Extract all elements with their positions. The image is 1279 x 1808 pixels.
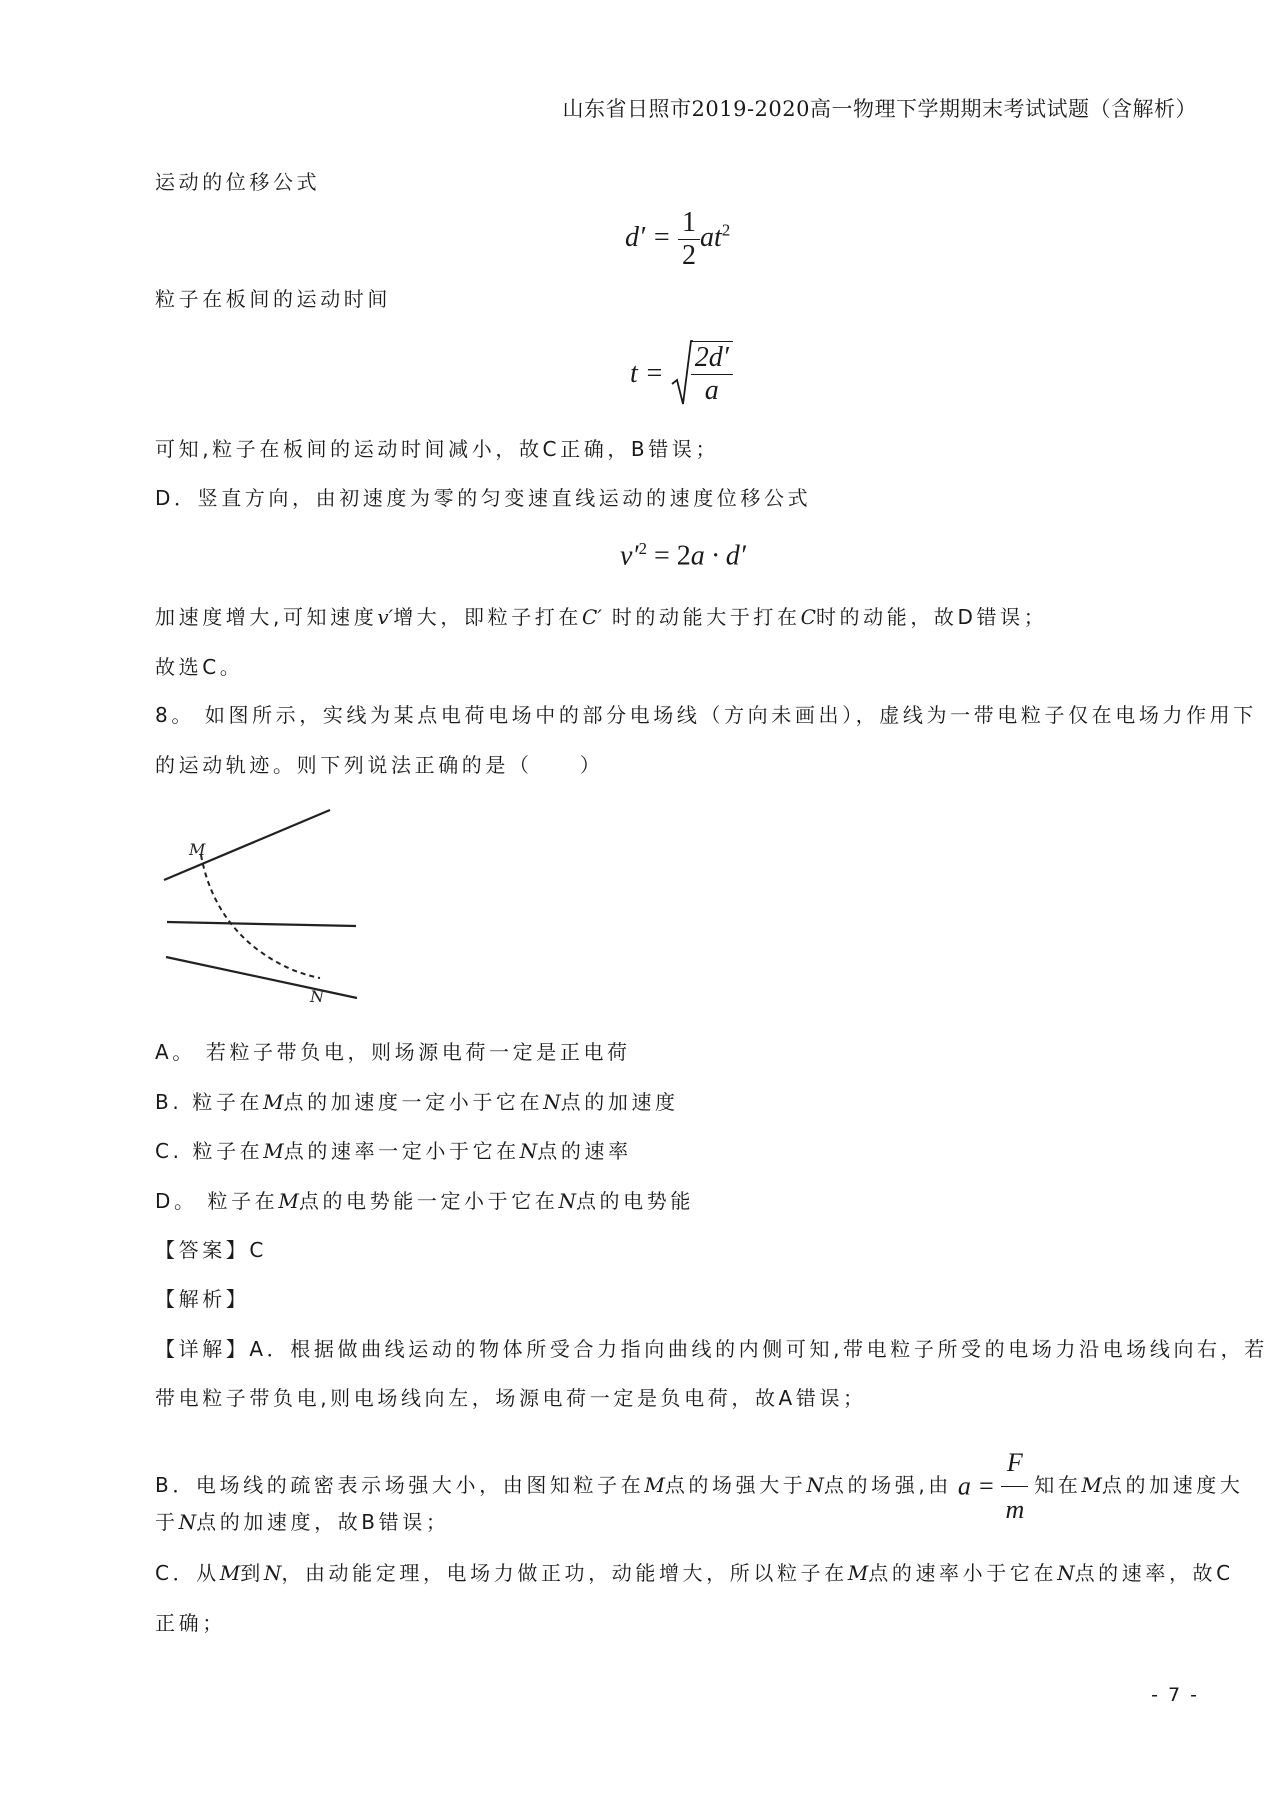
detail-c-line-2: 正确；: [155, 1611, 226, 1635]
text-line: [155, 604, 1047, 630]
eq-lhs: a =: [957, 1471, 995, 1501]
eq-numerator: 1: [682, 207, 697, 238]
eq-numerator: F: [1006, 1448, 1023, 1477]
detail-a-line-1: 【详解】A．根据做曲线运动的物体所受合力指向曲线的内侧可知,带电粒子所受的电场力沿电场线向右，若: [155, 1337, 1268, 1361]
detail-b-line-2: [155, 1509, 449, 1535]
symbol-n: N: [806, 1473, 824, 1497]
symbol-n: N: [1057, 1561, 1075, 1585]
label-m: M: [189, 840, 206, 859]
text-span: B．电场线的疏密表示场强大小，由图知粒子在: [155, 1473, 645, 1497]
symbol-n: N: [558, 1189, 576, 1213]
field-line-bottom: [166, 957, 357, 998]
eq-fraction: [1001, 1440, 1028, 1533]
symbol-n: N: [519, 1139, 538, 1163]
eq-exponent: 2: [721, 220, 731, 240]
symbol-m: M: [644, 1473, 665, 1497]
text-span: 点的加速度一定小于它在: [283, 1090, 544, 1114]
eq-lhs: t =: [630, 358, 664, 389]
text-span: 点的加速度大: [1101, 1473, 1244, 1497]
field-line-figure: [150, 800, 370, 1010]
trajectory-dashed: [201, 855, 320, 978]
field-line-middle: [167, 922, 356, 926]
radical-sign: [671, 340, 693, 408]
text-span: 点的速率小于它在: [868, 1561, 1058, 1585]
text-span: 点的加速度，故B错误；: [196, 1510, 450, 1534]
equation-time: [630, 340, 733, 408]
label-n: N: [310, 987, 324, 1006]
analysis-heading: 【解析】: [155, 1287, 250, 1311]
text-span: 点的电势能一定小于它在: [298, 1189, 559, 1213]
eq-fraction: [691, 341, 733, 407]
question-8-line-2: 的运动轨迹。则下列说法正确的是（ ）: [155, 753, 604, 777]
symbol-v-prime: v′: [377, 605, 394, 629]
eq-mid: = 2: [653, 540, 691, 572]
detail-a-line-2: 带电粒子带负电,则电场线向左，场源电荷一定是负电荷，故A错误；: [155, 1386, 867, 1410]
text-span: 点的场强大于: [664, 1473, 807, 1497]
symbol-m: M: [1081, 1473, 1102, 1497]
page-number: - 7 -: [1151, 1684, 1199, 1706]
eq-rhs: at: [700, 221, 722, 253]
text-span: 加速度增大,可知速度: [155, 605, 378, 629]
text-span: B. 粒子在: [155, 1090, 264, 1114]
text-line: 故选C。: [155, 655, 244, 679]
eq-fraction: [678, 207, 700, 272]
detail-c-line-1: [155, 1560, 1234, 1586]
eq-numerator: 2d′: [694, 342, 729, 373]
eq-lhs: d′ =: [625, 221, 672, 253]
text-span: 增大，即粒子打在: [393, 605, 583, 629]
text-span: 点的速率: [537, 1139, 632, 1163]
symbol-m: M: [219, 1561, 241, 1585]
text-span: D。 粒子在: [155, 1189, 279, 1213]
symbol-n: N: [543, 1090, 561, 1114]
symbol-m: M: [263, 1139, 284, 1163]
equation-displacement: [625, 207, 730, 272]
eq-rhs: a · d′: [690, 540, 746, 572]
text-span: 时的动能大于打在: [601, 605, 801, 629]
symbol-c-prime: C′: [582, 605, 602, 629]
text-span: 到: [240, 1561, 264, 1585]
text-span: 于: [155, 1510, 179, 1534]
eq-denominator: a: [691, 374, 733, 407]
text-line: D．竖直方向，由初速度为零的匀变速直线运动的速度位移公式: [155, 486, 812, 510]
equation-acceleration: [958, 1440, 1028, 1533]
text-span: 点的速率一定小于它在: [283, 1139, 520, 1163]
page-header: 山东省日照市2019-2020高一物理下学期期末考试试题（含解析）: [562, 97, 1197, 121]
eq-denominator: 2: [678, 239, 700, 272]
text-span: C．从: [155, 1561, 220, 1585]
symbol-m: M: [278, 1189, 299, 1213]
symbol-n: N: [178, 1510, 197, 1534]
text-span: 点的电势能: [575, 1189, 694, 1213]
eq-exponent: 2: [638, 539, 647, 558]
text-span: C. 粒子在: [155, 1139, 264, 1163]
option-c: [155, 1138, 632, 1164]
text-span: ，由动能定理，电场力做正功，动能增大，所以粒子在: [281, 1561, 848, 1585]
text-span: 知在: [1034, 1473, 1082, 1497]
text-span: 点的场强,由: [823, 1473, 952, 1497]
answer-line: 【答案】C: [155, 1238, 267, 1262]
text-line: 粒子在板间的运动时间: [155, 287, 391, 311]
text-span: 时的动能，故D错误；: [815, 605, 1048, 629]
symbol-c: C: [800, 605, 816, 629]
eq-denominator: m: [1001, 1486, 1028, 1533]
equation-velocity: [620, 539, 746, 572]
option-b: [155, 1089, 679, 1115]
eq-lhs: v′: [620, 540, 639, 572]
text-line: 运动的位移公式: [155, 170, 321, 194]
option-d: [155, 1188, 694, 1214]
symbol-m: M: [847, 1561, 869, 1585]
symbol-m: M: [263, 1090, 284, 1114]
text-span: 点的加速度: [560, 1090, 679, 1114]
option-a: A。 若粒子带负电，则场源电荷一定是正电荷: [155, 1040, 631, 1064]
question-8-line-1: 8。 如图所示，实线为某点电荷电场中的部分电场线（方向未画出），虚线为一带电粒子仅在电场力作用下: [155, 703, 1257, 727]
symbol-n: N: [263, 1561, 282, 1585]
text-line: 可知,粒子在板间的运动时间减小，故C正确，B错误；: [155, 437, 720, 461]
text-span: 点的速率，故C: [1074, 1561, 1234, 1585]
